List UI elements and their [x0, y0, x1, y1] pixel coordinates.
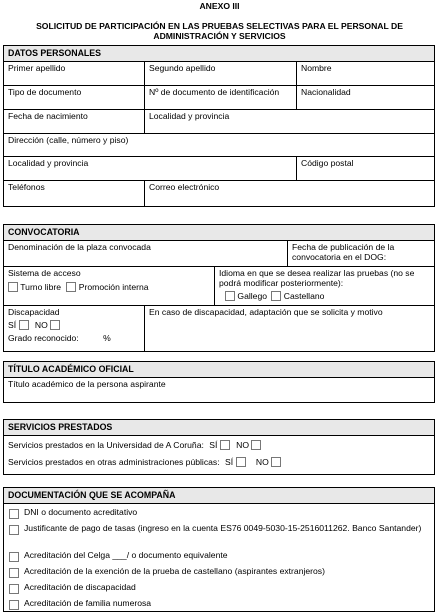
spanish-label: Castellano — [283, 290, 325, 301]
locality-label: Localidad y provincia — [8, 158, 89, 168]
documentation-heading: DOCUMENTACIÓN QUE SE ACOMPAÑA — [4, 488, 434, 504]
free-turn-checkbox[interactable] — [8, 282, 18, 292]
spanish-checkbox[interactable] — [271, 291, 281, 301]
postal-code-field[interactable] — [296, 157, 434, 180]
personal-row-names — [4, 62, 434, 86]
second-surname-field[interactable] — [144, 62, 296, 85]
services-udc-no-label: NO — [236, 440, 250, 450]
doc-fees-checkbox[interactable] — [9, 525, 19, 535]
academic-title-row — [4, 378, 434, 402]
doc-dni-checkbox[interactable] — [9, 509, 19, 519]
call-row-disability — [4, 306, 434, 351]
disability-no-checkbox[interactable] — [50, 320, 60, 330]
annex-label: ANEXO III — [199, 1, 240, 11]
document-number-field[interactable] — [144, 86, 296, 109]
doc-item-large-family — [4, 597, 434, 613]
call-row-access — [4, 267, 434, 306]
document-type-field[interactable] — [4, 86, 144, 109]
services-udc-yes-checkbox[interactable] — [220, 440, 230, 450]
services-other-label: Servicios prestados en otras administraciones públicas: — [8, 457, 220, 467]
services-other-yes-checkbox[interactable] — [236, 457, 246, 467]
language-label: Idioma en que se desea realizar las pruebas (no se podrá modificar posteriormente): — [219, 268, 415, 288]
services-udc-label: Servicios prestados en la Universidad de A Coruña: — [8, 440, 204, 450]
doc-item-spanish-exemption — [4, 565, 434, 581]
access-system-field — [4, 267, 214, 305]
doc-celga-checkbox[interactable] — [9, 552, 19, 562]
address-label: Dirección (calle, número y piso) — [8, 135, 129, 145]
adaptation-field[interactable] — [144, 306, 434, 351]
name-field[interactable] — [296, 62, 434, 85]
academic-title-heading: TÍTULO ACADÉMICO OFICIAL — [4, 362, 434, 378]
doc-item-fees — [4, 522, 434, 549]
services-section — [3, 419, 435, 475]
degree-label: Grado reconocido: — [8, 332, 79, 343]
doc-large-family-checkbox[interactable] — [9, 600, 19, 610]
services-other-row — [8, 454, 430, 470]
doc-large-family-label: Acreditación de familia numerosa — [24, 598, 152, 608]
adaptation-label: En caso de discapacidad, adaptación que se solicita y motivo — [149, 307, 383, 317]
doc-disability-label: Acreditación de discapacidad — [24, 582, 136, 592]
services-body — [4, 436, 434, 474]
galician-label: Gallego — [237, 290, 268, 301]
doc-item-celga — [4, 549, 434, 565]
publication-date-label: Fecha de publicación de la convocatoria en el DOG: — [292, 242, 395, 262]
personal-data-heading: DATOS PERSONALES — [4, 46, 434, 62]
services-udc-row — [8, 438, 430, 454]
disability-label: Discapacidad — [8, 307, 60, 317]
name-label: Nombre — [301, 63, 332, 73]
email-field[interactable] — [144, 181, 434, 206]
services-heading: SERVICIOS PRESTADOS — [4, 420, 434, 436]
locality-field[interactable] — [4, 157, 296, 180]
documentation-list — [4, 504, 434, 611]
personal-row-locality — [4, 157, 434, 181]
document-type-label: Tipo de documento — [8, 87, 82, 97]
publication-date-field[interactable] — [287, 241, 434, 266]
birth-place-field[interactable] — [144, 110, 434, 133]
disability-field — [4, 306, 144, 351]
doc-fees-label: Justificante de pago de tasas (ingreso en la cuenta ES76 0049-5030-15-2516011262. Banco Santander) — [24, 523, 422, 533]
services-udc-no-checkbox[interactable] — [251, 440, 261, 450]
galician-checkbox[interactable] — [225, 291, 235, 301]
access-system-label: Sistema de acceso — [8, 268, 81, 278]
services-other-yes-label: SÍ — [225, 457, 234, 467]
phones-field[interactable] — [4, 181, 144, 206]
internal-promotion-label: Promoción interna — [78, 281, 149, 292]
services-other-no-checkbox[interactable] — [271, 457, 281, 467]
document-number-label: Nº de documento de identificación — [149, 87, 280, 97]
nationality-field[interactable] — [296, 86, 434, 109]
language-field — [214, 267, 434, 305]
personal-data-section — [3, 45, 435, 207]
disability-no-label: NO — [34, 319, 48, 330]
services-other-no-label: NO — [255, 457, 269, 467]
doc-spanish-exemption-checkbox[interactable] — [9, 568, 19, 578]
birth-date-field[interactable] — [4, 110, 144, 133]
document-title — [0, 22, 439, 42]
disability-yes-checkbox[interactable] — [19, 320, 29, 330]
first-surname-field[interactable] — [4, 62, 144, 85]
nationality-label: Nacionalidad — [301, 87, 351, 97]
disability-yes-label: SÍ — [8, 319, 17, 330]
phones-label: Teléfonos — [8, 182, 45, 192]
position-name-label: Denominación de la plaza convocada — [8, 242, 151, 252]
call-section — [3, 224, 435, 352]
second-surname-label: Segundo apellido — [149, 63, 216, 73]
doc-disability-checkbox[interactable] — [9, 584, 19, 594]
document-title-line2: ADMINISTRACIÓN Y SERVICIOS — [153, 30, 286, 41]
address-field[interactable] — [4, 134, 434, 156]
personal-row-address — [4, 134, 434, 157]
internal-promotion-checkbox[interactable] — [66, 282, 76, 292]
doc-item-disability — [4, 581, 434, 597]
doc-dni-label: DNI o documento acreditativo — [24, 507, 138, 517]
personal-row-document — [4, 86, 434, 110]
academic-title-field[interactable] — [4, 378, 434, 402]
document-title-line1: SOLICITUD DE PARTICIPACIÓN EN LAS PRUEBAS SELECTIVAS PARA EL PERSONAL DE — [36, 21, 403, 31]
birth-place-label: Localidad y provincia — [149, 111, 230, 121]
documentation-section — [3, 487, 435, 612]
postal-code-label: Código postal — [301, 158, 354, 168]
position-name-field[interactable] — [4, 241, 287, 266]
academic-title-section — [3, 361, 435, 403]
services-udc-yes-label: SÍ — [209, 440, 218, 450]
email-label: Correo electrónico — [149, 182, 220, 192]
doc-item-dni — [4, 506, 434, 522]
personal-row-birth — [4, 110, 434, 134]
birth-date-label: Fecha de nacimiento — [8, 111, 88, 121]
doc-celga-label: Acreditación del Celga ___/ o documento equivalente — [24, 550, 228, 560]
call-heading: CONVOCATORIA — [4, 225, 434, 241]
first-surname-label: Primer apellido — [8, 63, 66, 73]
personal-row-contact — [4, 181, 434, 206]
free-turn-label: Turno libre — [20, 281, 61, 292]
academic-title-label: Título académico de la persona aspirante — [8, 379, 166, 389]
degree-percent: % — [103, 332, 111, 343]
doc-spanish-exemption-label: Acreditación de la exención de la prueba de castellano (aspirantes extranjeros) — [24, 566, 325, 576]
call-row-position — [4, 241, 434, 267]
